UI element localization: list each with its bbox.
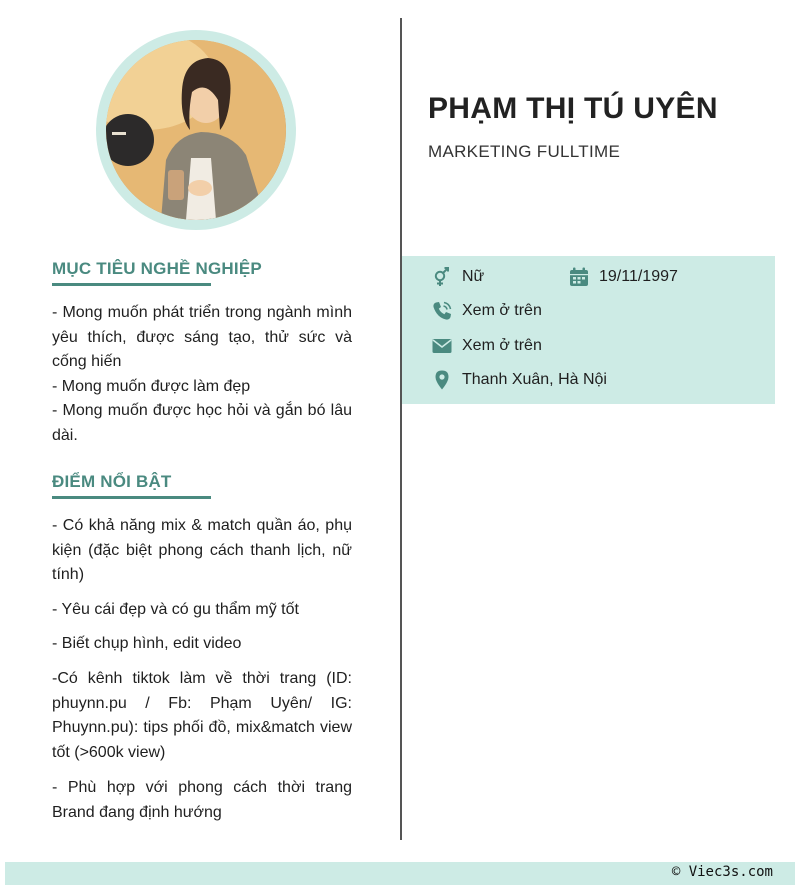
calendar-icon <box>569 267 589 287</box>
birthday-value: 19/11/1997 <box>599 268 678 285</box>
birthday-row <box>569 267 678 287</box>
column-divider <box>400 18 402 840</box>
objective-title: MỤC TIÊU NGHỀ NGHIỆP <box>52 259 262 278</box>
objective-line: - Mong muốn phát triển trong ngành mình yêu thích, được sáng tạo, thử sức và cống hiến <box>52 304 352 370</box>
avatar-photo <box>106 40 286 220</box>
phone-value: Xem ở trên <box>462 302 542 319</box>
footer-bar <box>5 862 795 885</box>
highlights-item: -Có kênh tiktok làm về thời trang (ID: phuynn.pu / Fb: Phạm Uyên/ IG: Phuynn.pu): tips phối đồ, mix&match view tốt (>600k view) <box>52 670 352 761</box>
gender-icon <box>432 267 452 287</box>
objective-underline <box>52 283 211 286</box>
candidate-role: MARKETING FULLTIME <box>428 142 621 161</box>
address-row <box>432 370 607 390</box>
gender-row <box>432 267 484 287</box>
avatar-frame <box>96 30 296 230</box>
contact-info-panel <box>402 256 775 404</box>
objective-line: - Mong muốn được làm đẹp <box>52 377 251 395</box>
footer-credit: © Viec3s.com <box>671 864 773 880</box>
email-row <box>432 336 542 356</box>
objective-line: - Mong muốn được học hỏi và gắn bó lâu dài. <box>52 402 352 444</box>
objective-text <box>52 301 352 448</box>
highlights-item: - Có khả năng mix & match quần áo, phụ kiện (đặc biệt phong cách thanh lịch, nữ tính) <box>52 517 352 583</box>
highlights-item: - Biết chụp hình, edit video <box>52 635 242 652</box>
highlights-underline <box>52 496 211 499</box>
candidate-name: PHẠM THỊ TÚ UYÊN <box>428 92 718 125</box>
envelope-icon <box>432 336 452 356</box>
email-value: Xem ở trên <box>462 337 542 354</box>
phone-row <box>432 301 542 321</box>
address-value: Thanh Xuân, Hà Nội <box>462 371 607 388</box>
avatar-illustration <box>106 40 286 220</box>
highlights-item: - Yêu cái đẹp và có gu thẩm mỹ tốt <box>52 601 299 618</box>
highlights-item: - Phù hợp với phong cách thời trang Brand đang định hướng <box>52 779 352 821</box>
gender-value: Nữ <box>462 268 485 285</box>
map-pin-icon <box>432 370 452 390</box>
highlights-title: ĐIỂM NỔI BẬT <box>52 472 172 491</box>
phone-icon <box>432 301 452 321</box>
